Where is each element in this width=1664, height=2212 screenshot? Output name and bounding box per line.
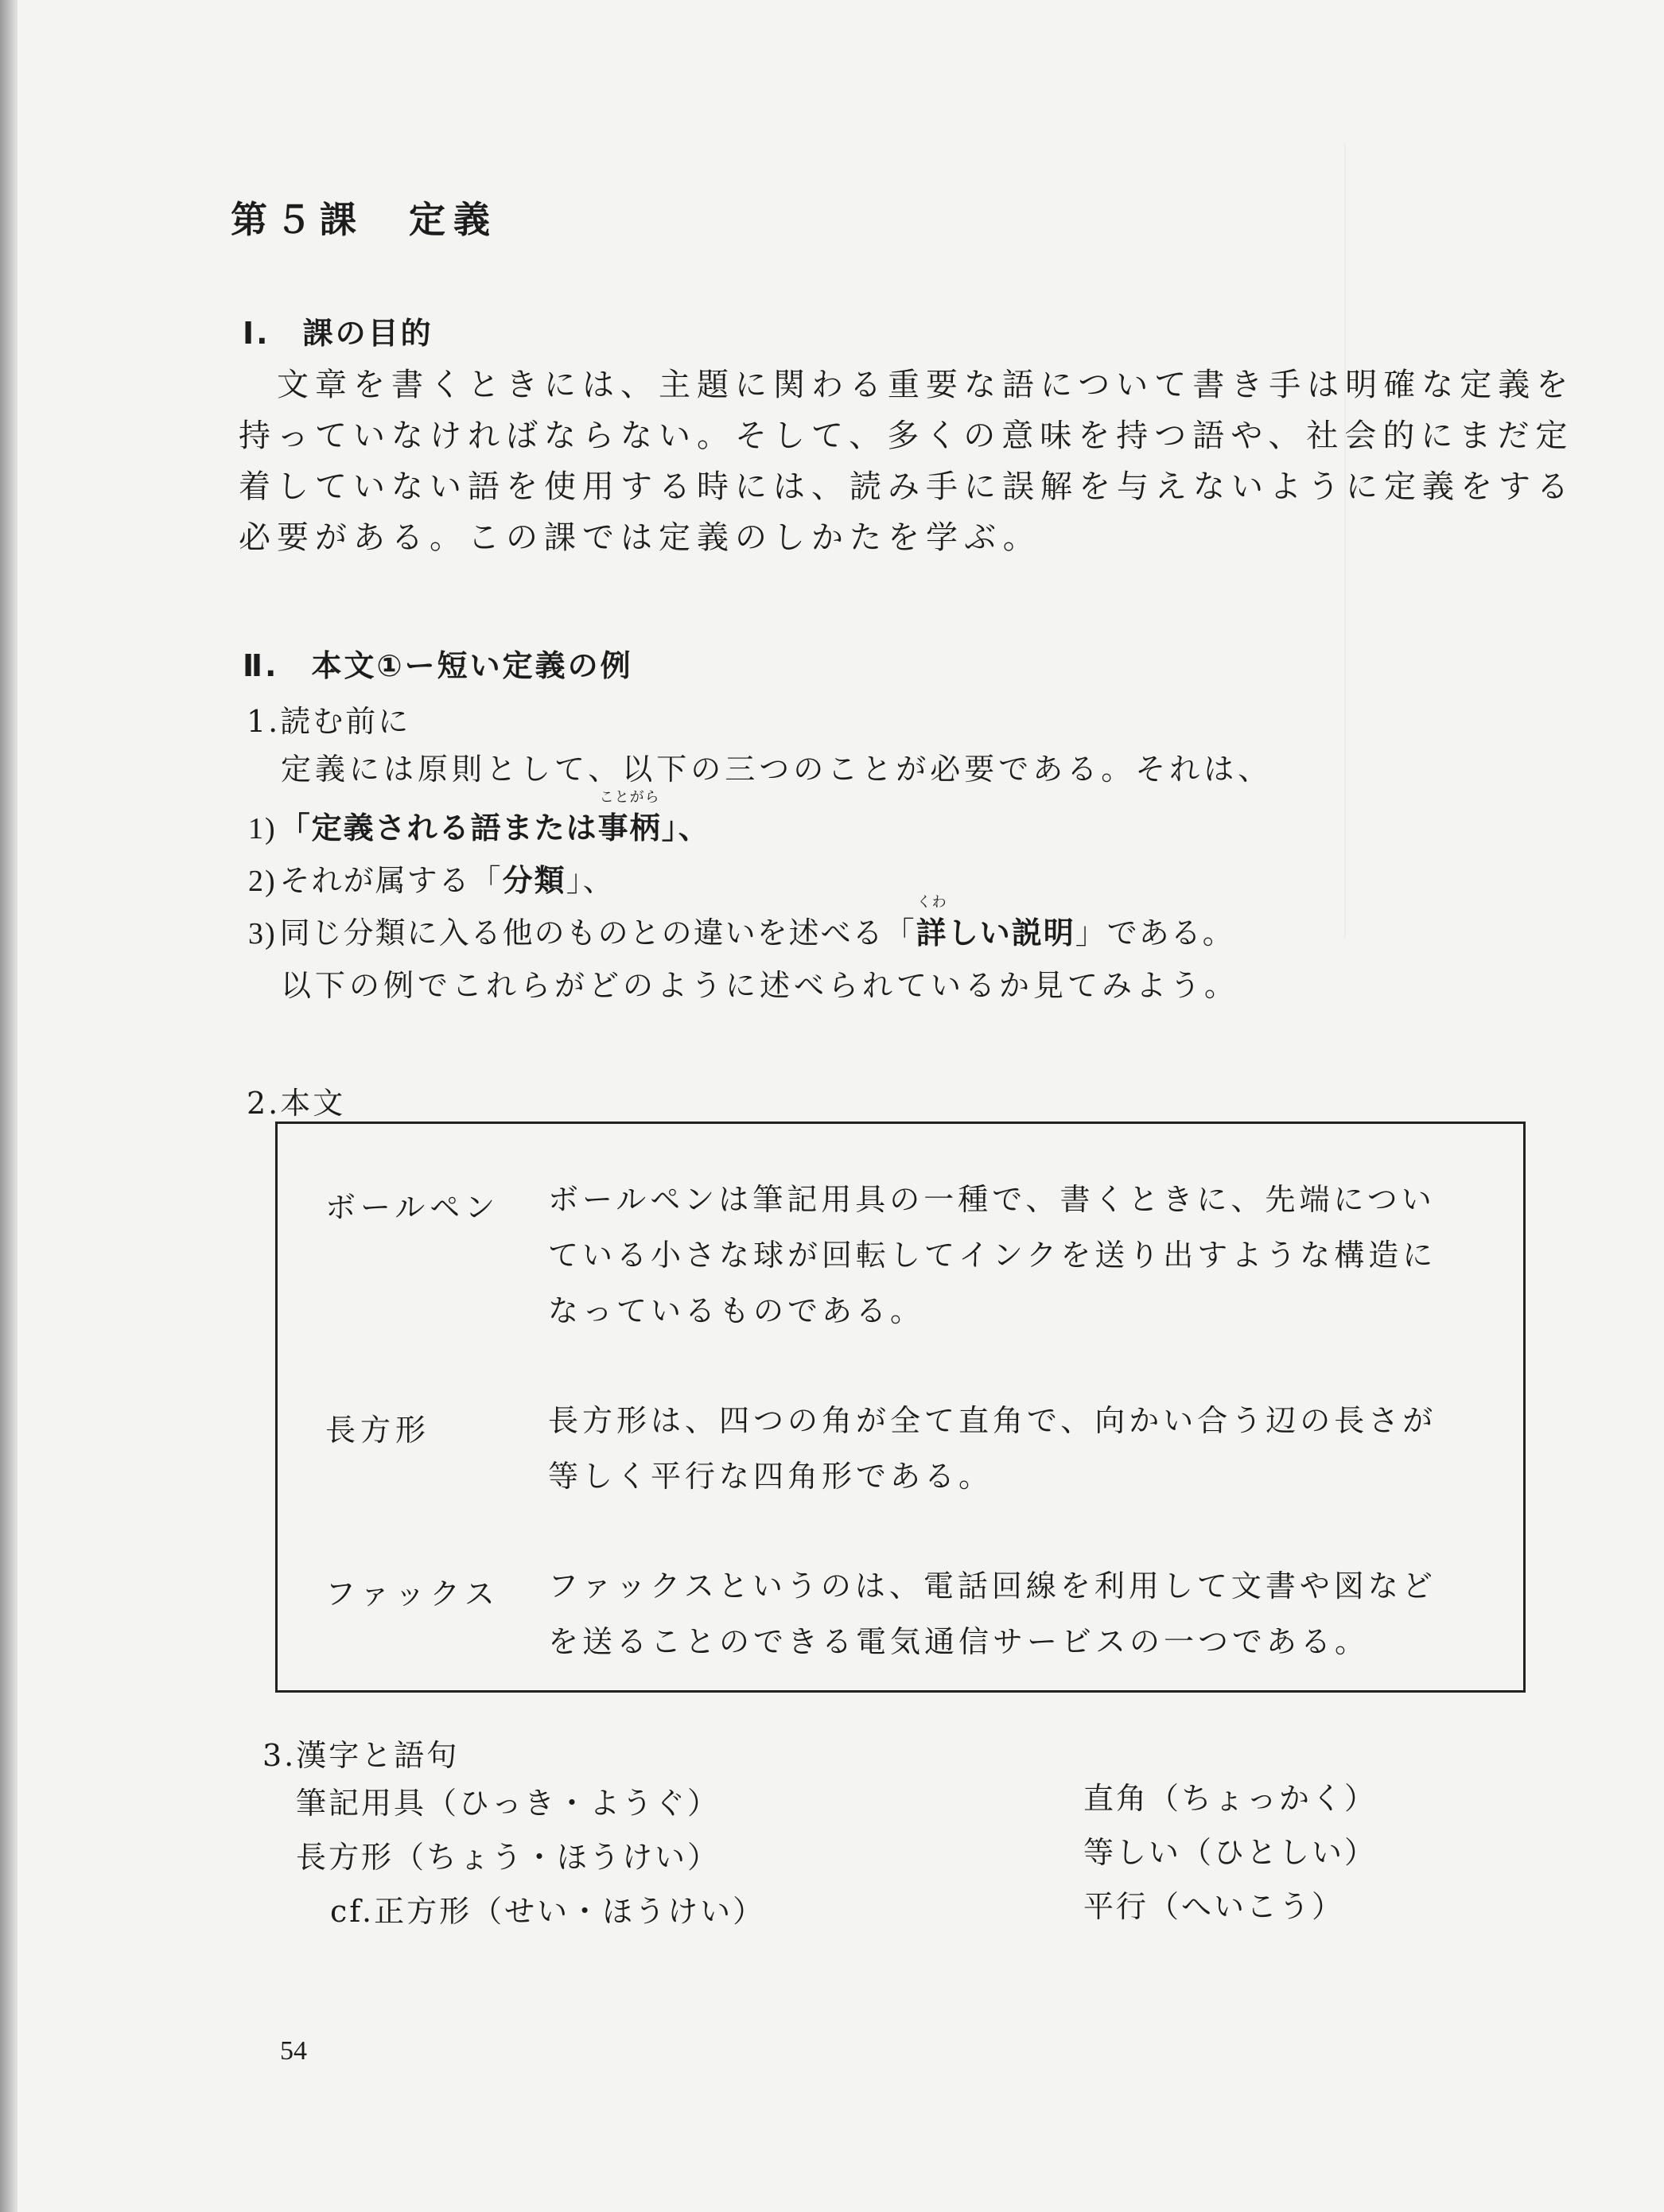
purpose-line-3: 着していない語を使用する時には、読み手に誤解を与えないように定義をする	[239, 468, 1575, 505]
item-bold-text: しい説明	[947, 916, 1075, 950]
ruby-reading: くわ	[916, 894, 947, 911]
purpose-line-4: 必要がある。この課では定義のしかたを学ぶ。	[239, 519, 1041, 556]
vocab-right-2: 等しい（ひとしい）	[1083, 1835, 1378, 1870]
section-1-heading: Ⅰ. 課の目的	[243, 316, 433, 351]
bleed-through-ghost	[1344, 143, 1577, 939]
before-reading-intro: 定義には原則として、以下の三つのことが必要である。それは、	[247, 752, 1273, 787]
term-ballpoint-pen: ボールペン	[325, 1190, 500, 1225]
ruby-kuwa	[916, 894, 948, 952]
lesson-title: 第５課 定義	[231, 198, 498, 241]
item-text: それが属する「	[279, 863, 503, 898]
definition-line: 等しく平行な四角形である。	[548, 1459, 993, 1494]
requirement-item-3	[248, 894, 1234, 952]
item-text: 同じ分類に入る他のものとの違いを述べる「	[279, 916, 916, 950]
term-fax: ファックス	[325, 1576, 500, 1611]
definition-fax	[548, 1558, 1503, 1670]
definition-line: なっているものである。	[548, 1293, 925, 1328]
vocab-left-3: cf.正方形（せい・ほうけい）	[330, 1894, 766, 1929]
ruby-base: 詳	[916, 916, 948, 950]
item-text: 」、	[566, 863, 615, 898]
vocab-left-1: 筆記用具（ひっき・ようぐ）	[296, 1786, 721, 1821]
definition-line: ファックスというのは、電話回線を利用して文書や図など	[548, 1569, 1437, 1604]
item-number: 1)	[248, 812, 277, 846]
before-reading-label: 1.読む前に	[247, 704, 411, 739]
item-text: 「定義される語または	[279, 811, 598, 846]
item-number: 2)	[248, 865, 277, 898]
item-text: 」、	[661, 811, 710, 846]
vocab-right-3: 平行（へいこう）	[1083, 1889, 1345, 1924]
requirement-item-1	[248, 789, 710, 847]
page-number: 54	[280, 2036, 307, 2066]
scan-shadow-edge	[0, 0, 17, 2212]
definition-line: を送ることのできる電気通信サービスの一つである。	[548, 1624, 1370, 1659]
vocab-left-2: 長方形（ちょう・ほうけい）	[296, 1840, 721, 1875]
main-text-label: 2.本文	[247, 1086, 346, 1121]
definition-line: ボールペンは筆記用具の一種で、書くときに、先端につい	[548, 1182, 1436, 1217]
ruby-base: 事柄	[597, 811, 662, 846]
definitions-box	[275, 1122, 1526, 1693]
requirement-item-2	[248, 856, 615, 900]
before-reading-outro: 以下の例でこれらがどのように述べられているか見てみよう。	[247, 968, 1239, 1003]
vocab-right-1: 直角（ちょっかく）	[1083, 1781, 1378, 1816]
definition-line: ている小さな球が回転してインクを送り出すような構造に	[548, 1238, 1437, 1273]
item-bold-text: 分類	[502, 863, 566, 898]
definition-rectangle	[548, 1393, 1503, 1504]
term-rectangle: 長方形	[325, 1413, 431, 1448]
vocabulary-label: 3.漢字と語句	[262, 1738, 460, 1773]
ruby-reading: ことがら	[599, 789, 660, 806]
section-2-heading: Ⅱ. 本文①ー短い定義の例	[243, 648, 633, 683]
item-number: 3)	[248, 917, 277, 950]
item-text: 」である。	[1075, 916, 1234, 950]
definition-ballpoint-pen	[548, 1172, 1503, 1339]
purpose-line-2: 持っていなければならない。そして、多くの意味を持つ語や、社会的にまだ定	[239, 418, 1574, 454]
purpose-line-1: 文章を書くときには、主題に関わる重要な語について書き手は明確な定義を	[239, 367, 1575, 403]
definition-line: 長方形は、四つの角が全て直角で、向かい合う辺の長さが	[548, 1403, 1437, 1438]
ruby-kotogara	[597, 789, 662, 847]
